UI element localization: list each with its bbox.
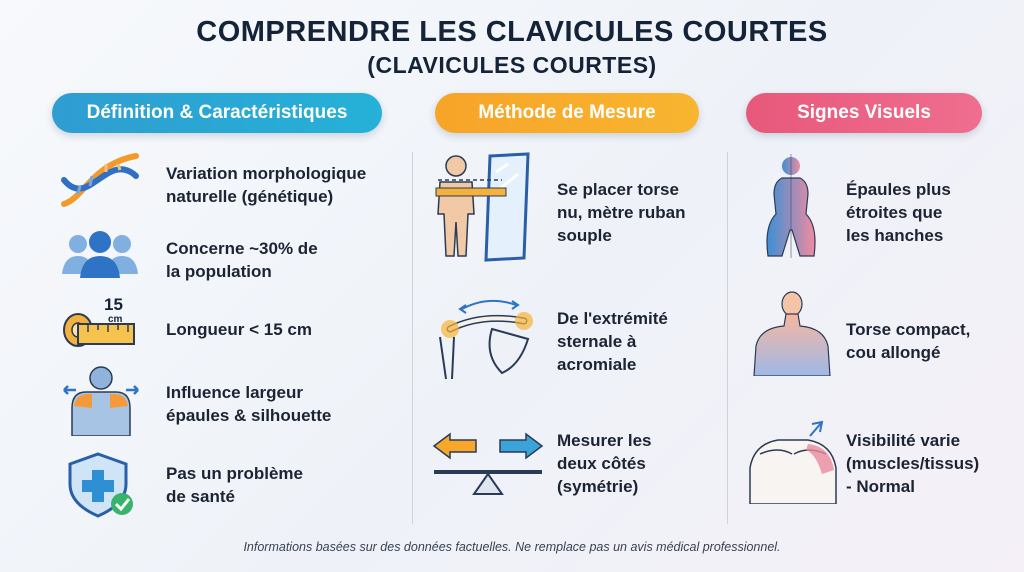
item-text <box>557 429 652 498</box>
column-header-definition: Définition & Caractéristiques <box>52 93 382 133</box>
column-header-measurement: Méthode de Mesure <box>435 93 699 133</box>
body-silhouette-icon <box>756 154 826 258</box>
tape-number-label: 15 <box>104 295 123 314</box>
clavicle-bone-icon <box>432 295 544 379</box>
item-text-line: Se placer torse <box>557 180 679 199</box>
column-divider <box>727 152 728 524</box>
symmetry-balance-icon <box>432 432 544 496</box>
item-text-line: de santé <box>166 487 235 506</box>
page-title: COMPRENDRE LES CLAVICULES COURTES <box>196 16 828 48</box>
item-text <box>846 429 979 498</box>
item-text <box>166 381 331 427</box>
item-text-line: (muscles/tissus) <box>846 454 980 473</box>
item-text-line: (symétrie) <box>557 477 639 496</box>
item-text-line: sternale à <box>557 332 637 351</box>
item-text-line: souple <box>557 226 612 245</box>
item-text <box>166 462 303 508</box>
item-text <box>166 162 366 208</box>
item-text <box>846 178 951 247</box>
page-subtitle: (CLAVICULES COURTES) <box>367 52 657 78</box>
item-text-line: Épaules plus <box>846 180 951 199</box>
item-text-line: Torse compact, <box>846 320 971 339</box>
item-text-line: Influence largeur <box>166 383 303 402</box>
torso-neck-icon <box>752 290 832 376</box>
item-text-line: la population <box>166 262 272 281</box>
item-text-line: De l'extrémité <box>557 309 668 328</box>
item-text <box>557 307 668 376</box>
item-text-line: Concerne ~30% de <box>166 239 318 258</box>
tape-unit-label: cm <box>108 314 123 325</box>
column-divider <box>412 152 413 524</box>
item-text-line: deux côtés <box>557 454 646 473</box>
shoulder-muscles-icon <box>748 414 838 504</box>
item-text-line: les hanches <box>846 226 944 245</box>
item-text-line: Longueur < 15 cm <box>166 320 312 339</box>
item-text-line: Visibilité varie <box>846 431 961 450</box>
shoulders-width-icon <box>62 364 140 436</box>
item-text-line: Pas un problème <box>166 464 303 483</box>
dna-icon <box>58 150 142 210</box>
item-text <box>846 318 970 364</box>
person-mirror-measure-icon <box>432 152 532 264</box>
column-header-visual-signs: Signes Visuels <box>746 93 982 133</box>
measuring-tape-icon <box>60 296 140 352</box>
item-text <box>166 318 312 341</box>
item-text-line: Mesurer les <box>557 431 652 450</box>
item-text-line: épaules & silhouette <box>166 406 332 425</box>
item-text-line: acromiale <box>557 355 637 374</box>
item-text-line: nu, mètre ruban <box>557 203 686 222</box>
health-shield-icon <box>66 452 138 518</box>
disclaimer-footer: Informations basées sur des données factuelles. Ne remplace pas un avis médical professionnel. <box>243 540 781 554</box>
item-text <box>166 237 318 283</box>
item-text-line: - Normal <box>846 477 915 496</box>
item-text-line: naturelle (génétique) <box>166 187 334 206</box>
item-text-line: étroites que <box>846 203 943 222</box>
people-group-icon <box>60 230 140 280</box>
item-text <box>557 178 685 247</box>
item-text-line: Variation morphologique <box>166 164 367 183</box>
item-text-line: cou allongé <box>846 343 941 362</box>
